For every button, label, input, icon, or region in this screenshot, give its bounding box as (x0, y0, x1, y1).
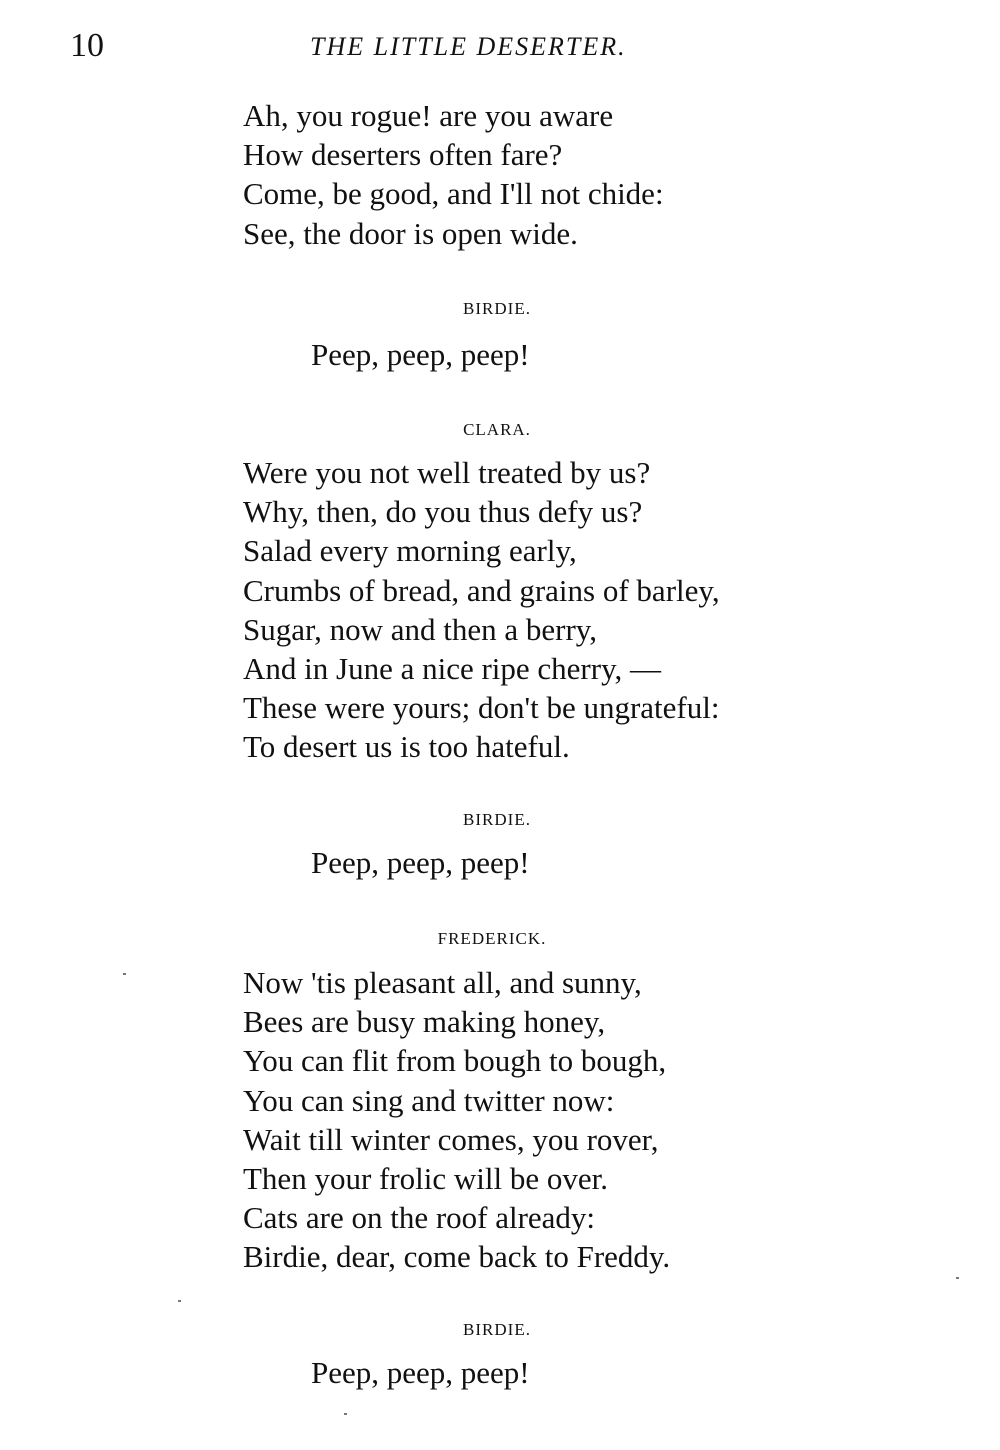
verse-line: Crumbs of bread, and grains of barley, (243, 572, 720, 608)
verse-line: Then your frolic will be over. (243, 1161, 609, 1197)
verse-line: Come, be good, and I'll not chide: (243, 176, 664, 212)
print-speck (344, 1413, 347, 1415)
verse-line: To desert us is too hateful. (243, 729, 570, 765)
speaker-label: BIRDIE. (463, 810, 531, 829)
verse-line: Wait till winter comes, you rover, (243, 1121, 659, 1157)
verse-line: See, the door is open wide. (243, 215, 578, 251)
verse-line: These were yours; don't be ungrateful: (243, 690, 720, 726)
stanza-rogue (243, 96, 664, 253)
speaker-label: FREDERICK. (437, 929, 547, 948)
speaker-label: BIRDIE. (463, 1320, 531, 1339)
verse-line: Cats are on the roof already: (243, 1200, 596, 1236)
running-head: THE LITTLE DESERTER. (310, 32, 627, 61)
print-speck (178, 1300, 181, 1302)
speaker-label: BIRDIE. (463, 299, 531, 318)
verse-line: Sugar, now and then a berry, (243, 611, 598, 647)
verse-line: Bees are busy making honey, (243, 1004, 606, 1040)
verse-line: Were you not well treated by us? (243, 455, 651, 490)
verse-line: You can flit from bough to bough, (243, 1043, 667, 1079)
verse-line: Salad every morning early, (243, 533, 577, 569)
verse-line: Birdie, dear, come back to Freddy. (243, 1239, 671, 1275)
verse-line: Now 'tis pleasant all, and sunny, (243, 965, 642, 1000)
verse-line: And in June a nice ripe cherry, — (243, 651, 662, 687)
stanza-clara (243, 453, 720, 767)
refrain-line: Peep, peep, peep! (311, 1355, 530, 1390)
verse-line: You can sing and twitter now: (243, 1082, 615, 1118)
page-number: 10 (70, 27, 104, 64)
verse-line: Why, then, do you thus defy us? (243, 494, 643, 530)
speaker-label: CLARA. (463, 420, 531, 439)
print-speck (956, 1277, 959, 1279)
refrain-line: Peep, peep, peep! (311, 337, 530, 372)
stanza-frederick (243, 963, 670, 1277)
print-speck (123, 973, 126, 975)
refrain-line: Peep, peep, peep! (311, 845, 530, 880)
verse-line: How deserters often fare? (243, 137, 563, 173)
verse-line: Ah, you rogue! are you aware (243, 98, 614, 133)
